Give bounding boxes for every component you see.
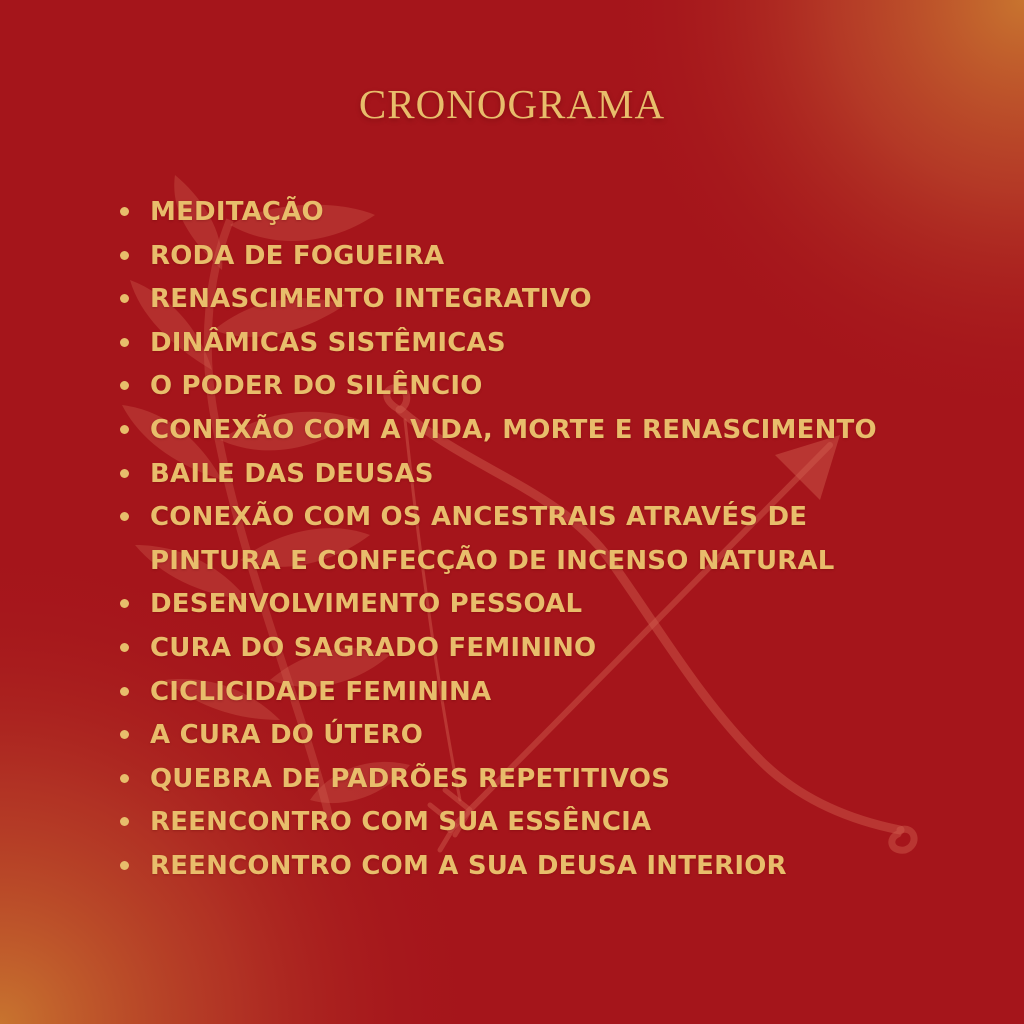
bullet-icon — [120, 251, 129, 260]
list-item-text: A CURA DO ÚTERO — [150, 720, 424, 751]
list-item-text: REENCONTRO COM SUA ESSÊNCIA — [150, 807, 652, 838]
bullet-icon — [120, 599, 129, 608]
schedule-list — [118, 191, 998, 889]
list-item-text: CURA DO SAGRADO FEMININO — [150, 632, 597, 663]
list-item — [118, 235, 998, 279]
list-item — [118, 278, 998, 322]
list-item — [118, 758, 998, 802]
list-item-text: O PODER DO SILÊNCIO — [150, 371, 483, 402]
list-item-text: MEDITAÇÃO — [150, 197, 324, 227]
bullet-icon — [120, 207, 129, 216]
list-item-text: CONEXÃO COM A VIDA, MORTE E RENASCIMENTO — [150, 414, 877, 445]
bullet-icon — [120, 425, 129, 434]
list-item-text: QUEBRA DE PADRÕES REPETITIVOS — [150, 763, 671, 794]
list-item — [118, 365, 998, 409]
list-item — [118, 496, 998, 583]
bullet-icon — [120, 817, 129, 826]
bullet-icon — [120, 730, 129, 739]
list-item-text: DINÂMICAS SISTÊMICAS — [150, 327, 506, 358]
list-item — [118, 453, 998, 497]
list-item-text: CICLICIDADE FEMININA — [150, 676, 492, 707]
page-title: CRONOGRAMA — [358, 81, 666, 127]
list-item — [118, 671, 998, 715]
bullet-icon — [120, 687, 129, 696]
list-item-text: CONEXÃO COM OS ANCESTRAIS ATRAVÉS DE — [150, 502, 808, 533]
bullet-icon — [120, 338, 129, 347]
list-item-text: RODA DE FOGUEIRA — [150, 240, 445, 271]
list-item — [118, 627, 998, 671]
list-item-text: BAILE DAS DEUSAS — [150, 458, 434, 489]
bullet-icon — [120, 774, 129, 783]
list-item — [118, 583, 998, 627]
list-item — [118, 409, 998, 453]
bullet-icon — [120, 469, 129, 478]
list-item-text: REENCONTRO COM A SUA DEUSA INTERIOR — [150, 850, 787, 881]
list-item-text: PINTURA E CONFECÇÃO DE INCENSO NATURAL — [150, 545, 835, 576]
bullet-icon — [120, 512, 129, 521]
list-item — [118, 322, 998, 366]
bullet-icon — [120, 294, 129, 303]
list-item — [118, 191, 998, 235]
bullet-icon — [120, 381, 129, 390]
list-item-text: RENASCIMENTO INTEGRATIVO — [150, 284, 592, 315]
list-item — [118, 801, 998, 845]
bullet-icon — [120, 861, 129, 870]
list-item-text: DESENVOLVIMENTO PESSOAL — [150, 589, 583, 620]
bullet-icon — [120, 643, 129, 652]
list-item — [118, 714, 998, 758]
list-item — [118, 845, 998, 889]
